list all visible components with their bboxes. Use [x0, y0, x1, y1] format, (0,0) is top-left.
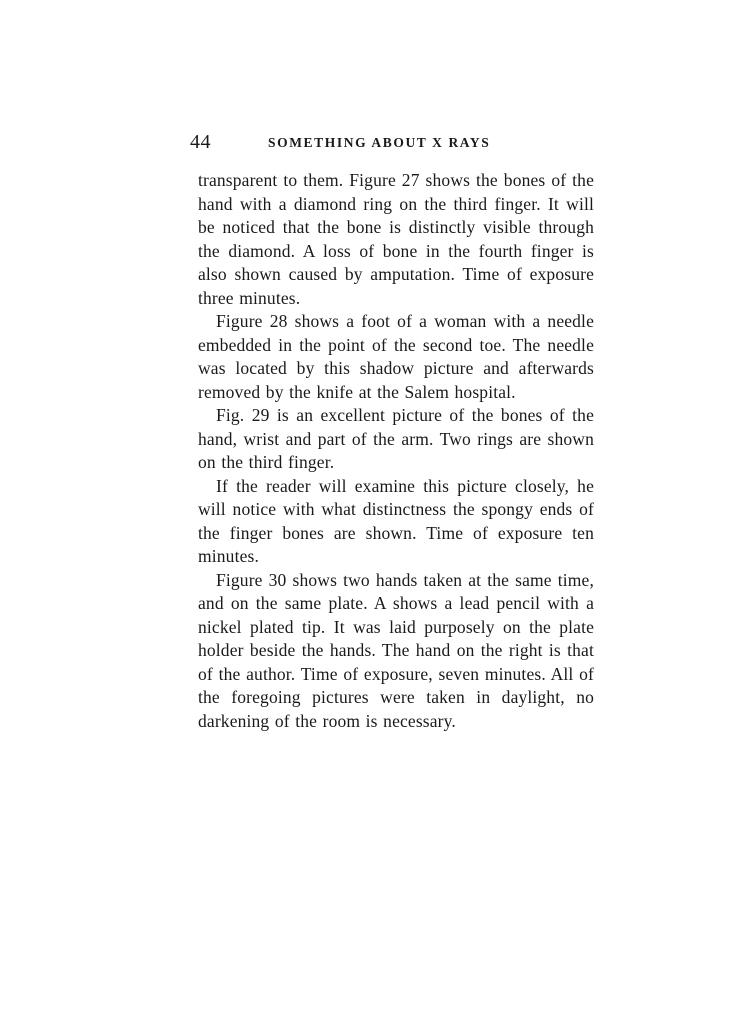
paragraph-figure-30: Figure 30 shows two hands taken at the same time, and on the same plate. A shows a lead pencil with a nickel plated tip. It was laid purposely on the plate holder beside the hands. The hand on the right is that of the author. Time of exposure, seven minutes. All of the foregoing pictures were taken in daylight, no darkening of the room is necessary.	[198, 569, 594, 731]
paragraph-figure-29: Fig. 29 is an excellent picture of the bones of the hand, wrist and part of the arm. Two rings are shown on the third finger.	[198, 405, 594, 472]
paragraph-figure-28: Figure 28 shows a foot of a woman with a needle embedded in the point of the second toe. The needle was located by this shadow picture and afterwards removed by the knife at the Salem hospital.	[198, 311, 594, 402]
paragraph-examine-picture: If the reader will examine this picture closely, he will notice with what distinctness the spongy ends of the finger bones are shown. Time of exposure ten minutes.	[198, 475, 594, 566]
running-title: SOMETHING ABOUT X RAYS	[268, 135, 491, 150]
page-number: 44	[190, 131, 211, 153]
running-head	[190, 130, 598, 154]
body-text	[198, 169, 594, 733]
paragraph-continuation: transparent to them. Figure 27 shows the bones of the hand with a diamond ring on the third finger. It will be noticed that the bone is distinctly visible through the diamond. A loss of bone in the fourth finger is also shown caused by amputation. Time of exposure three minutes.	[198, 170, 594, 308]
